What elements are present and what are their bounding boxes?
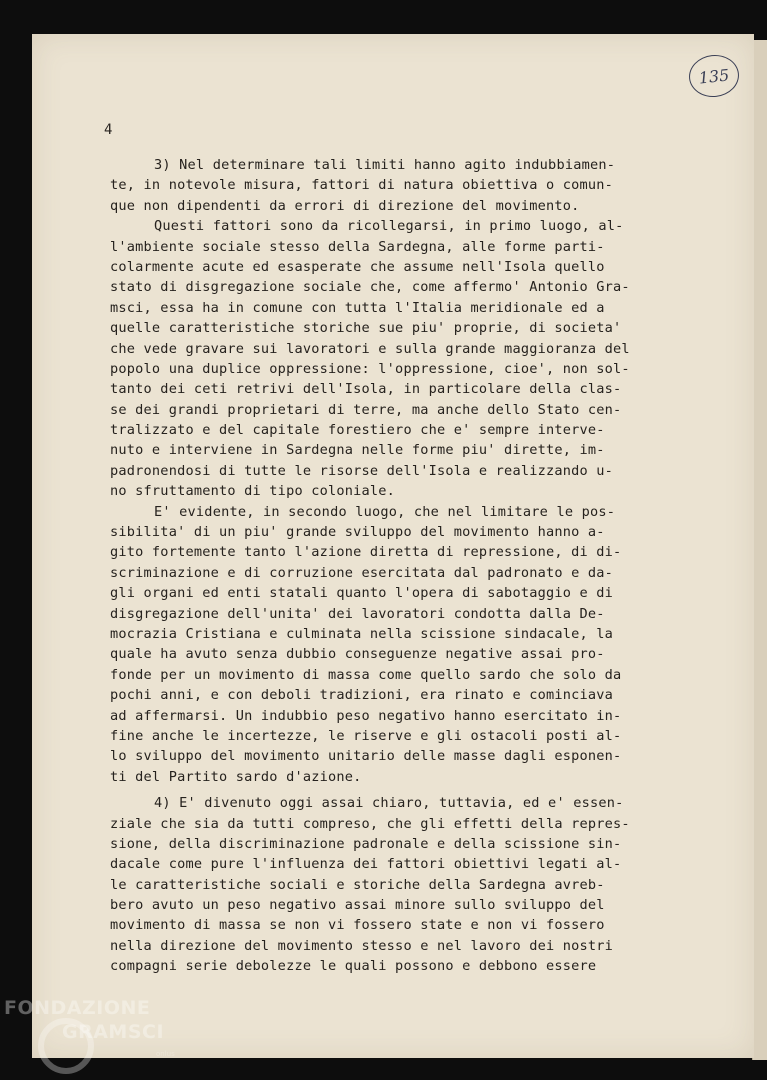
watermark-line2: GRAMSCI xyxy=(62,1021,165,1043)
text-line: gli organi ed enti statali quanto l'opera di sabotaggio e di xyxy=(110,585,614,602)
body-text xyxy=(110,155,696,977)
text-line: 4) E' divenuto oggi assai chiaro, tuttavia, ed e' essen- xyxy=(154,795,624,812)
text-line: fine anche le incertezze, le riserve e gli ostacoli posti al- xyxy=(110,727,622,744)
text-line: quelle caratteristiche storiche sue piu' proprie, di societa' xyxy=(110,320,622,337)
folio-stamp: 135 xyxy=(687,53,741,100)
text-line: colarmente acute ed esasperate che assume nell'Isola quello xyxy=(110,258,605,275)
text-line: ti del Partito sardo d'azione. xyxy=(110,768,362,785)
text-line: mocrazia Cristiana e culminata nella scissione sindacale, la xyxy=(110,625,614,642)
text-line: no sfruttamento di tipo coloniale. xyxy=(110,483,396,500)
text-line: quale ha avuto senza dubbio conseguenze negative assai pro- xyxy=(110,646,605,663)
text-line: sibilita' di un piu' grande sviluppo del movimento hanno a- xyxy=(110,524,605,541)
text-line: lo sviluppo del movimento unitario delle masse dagli esponen- xyxy=(110,748,622,765)
text-line: te, in notevole misura, fattori di natura obiettiva o comun- xyxy=(110,177,614,194)
text-line: nella direzione del movimento stesso e nel lavoro dei nostri xyxy=(110,937,614,954)
watermark xyxy=(4,996,164,1044)
text-line: sione, della discriminazione padronale e della scissione sin- xyxy=(110,835,622,852)
text-line: E' evidente, in secondo luogo, che nel limitare le pos- xyxy=(154,503,616,520)
text-line: popolo una duplice oppressione: l'oppressione, cioe', non sol- xyxy=(110,360,630,377)
text-line: que non dipendenti da errori di direzione del movimento. xyxy=(110,197,580,214)
text-line: che vede gravare sui lavoratori e sulla grande maggioranza del xyxy=(110,340,630,357)
text-line: nuto e interviene in Sardegna nelle forme piu' dirette, im- xyxy=(110,442,605,459)
text-line: Questi fattori sono da ricollegarsi, in primo luogo, al- xyxy=(154,218,624,235)
page-edge xyxy=(752,40,767,1060)
text-line: se dei grandi proprietari di terre, ma anche dello Stato cen- xyxy=(110,401,622,418)
paragraph-questi-fattori xyxy=(110,216,696,501)
text-line: le caratteristiche sociali e storiche della Sardegna avreb- xyxy=(110,876,605,893)
text-line: stato di disgregazione sociale che, come affermo' Antonio Gra- xyxy=(110,279,630,296)
text-line: gito fortemente tanto l'azione diretta di repressione, di di- xyxy=(110,544,622,561)
text-line: ad affermarsi. Un indubbio peso negativo hanno esercitato in- xyxy=(110,707,622,724)
text-line: dacale come pure l'influenza dei fattori obiettivi legati al- xyxy=(110,856,622,873)
text-line: bero avuto un peso negativo assai minore sullo sviluppo del xyxy=(110,897,605,914)
paragraph-3 xyxy=(110,155,696,216)
text-line: movimento di massa se non vi fossero state e non vi fossero xyxy=(110,917,605,934)
watermark-sub: onlus xyxy=(156,1050,175,1058)
page-number: 4 xyxy=(104,122,113,138)
text-line: padronendosi di tutte le risorse dell'Isola e realizzando u- xyxy=(110,462,614,479)
text-line: fonde per un movimento di massa come quello sardo che solo da xyxy=(110,666,622,683)
text-line: compagni serie debolezze le quali possono e debbono essere xyxy=(110,958,597,975)
text-line: tralizzato e del capitale forestiero che e' sempre interve- xyxy=(110,422,605,439)
paragraph-evidente xyxy=(110,502,696,787)
text-line: l'ambiente sociale stesso della Sardegna, alle forme parti- xyxy=(110,238,605,255)
text-line: scriminazione e di corruzione esercitata dal padronato e da- xyxy=(110,564,614,581)
text-line: msci, essa ha in comune con tutta l'Italia meridionale ed a xyxy=(110,299,605,316)
text-line: 3) Nel determinare tali limiti hanno agito indubbiamen- xyxy=(154,157,616,173)
paragraph-4 xyxy=(110,793,696,977)
text-line: ziale che sia da tutti compreso, che gli effetti della repres- xyxy=(110,815,630,832)
text-line: disgregazione dell'unita' dei lavoratori condotta dalla De- xyxy=(110,605,605,622)
watermark-line1: FONDAZIONE xyxy=(4,997,151,1019)
text-line: tanto dei ceti retrivi dell'Isola, in particolare della clas- xyxy=(110,381,622,398)
text-line: pochi anni, e con deboli tradizioni, era rinato e cominciava xyxy=(110,687,614,704)
